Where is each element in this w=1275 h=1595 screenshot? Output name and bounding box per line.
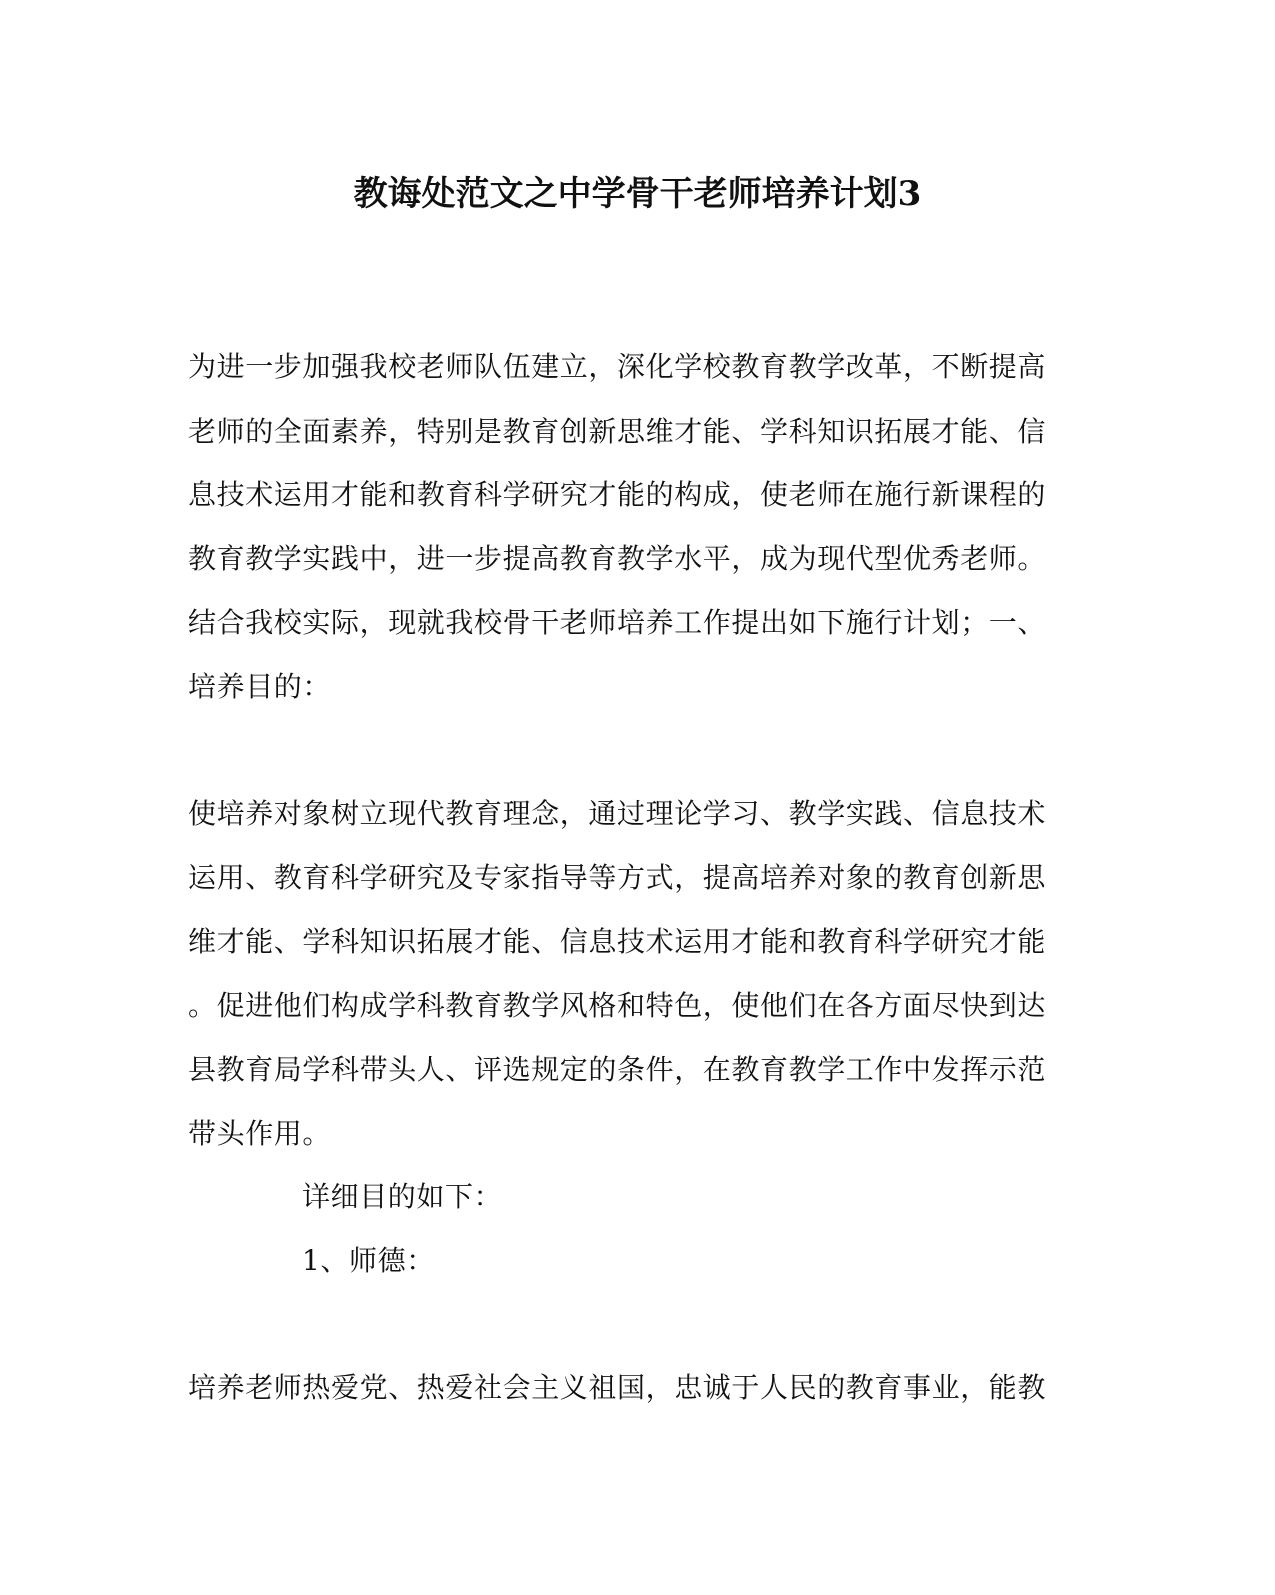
paragraph-line: 结合我校实际，现就我校骨干老师培养工作提出如下施行计划；一、: [188, 606, 1047, 639]
paragraph-line: 运用、教育科学研究及专家指导等方式，提高培养对象的教育创新思: [188, 861, 1047, 894]
paragraph-line: 老师的全面素养，特别是教育创新思维才能、学科知识拓展才能、信: [188, 415, 1047, 448]
paragraph-line: 息技术运用才能和教育科学研究才能的构成，使老师在施行新课程的: [188, 478, 1047, 511]
subheading-teacher-ethics: 1、师德：: [302, 1244, 435, 1277]
paragraph-line: 教育教学实践中，进一步提高教育教学水平，成为现代型优秀老师。: [188, 542, 1047, 575]
paragraph-line: 。促进他们构成学科教育教学风格和特色，使他们在各方面尽快到达: [188, 989, 1047, 1022]
paragraph-line: 培养老师热爱党、热爱社会主义祖国，忠诚于人民的教育事业，能教: [188, 1371, 1047, 1404]
document-title: 教诲处范文之中学骨干老师培养计划3: [353, 174, 922, 214]
paragraph-line: 带头作用。: [188, 1117, 332, 1150]
paragraph-line: 使培养对象树立现代教育理念，通过理论学习、教学实践、信息技术: [188, 797, 1047, 830]
paragraph-line: 维才能、学科知识拓展才能、信息技术运用才能和教育科学研究才能: [188, 925, 1047, 958]
subheading-detailed-goals: 详细目的如下：: [302, 1180, 503, 1213]
paragraph-line: 为进一步加强我校老师队伍建立，深化学校教育教学改革，不断提高: [188, 350, 1047, 383]
paragraph-line: 县教育局学科带头人、评选规定的条件，在教育教学工作中发挥示范: [188, 1053, 1047, 1086]
paragraph-line: 培养目的：: [188, 670, 332, 703]
